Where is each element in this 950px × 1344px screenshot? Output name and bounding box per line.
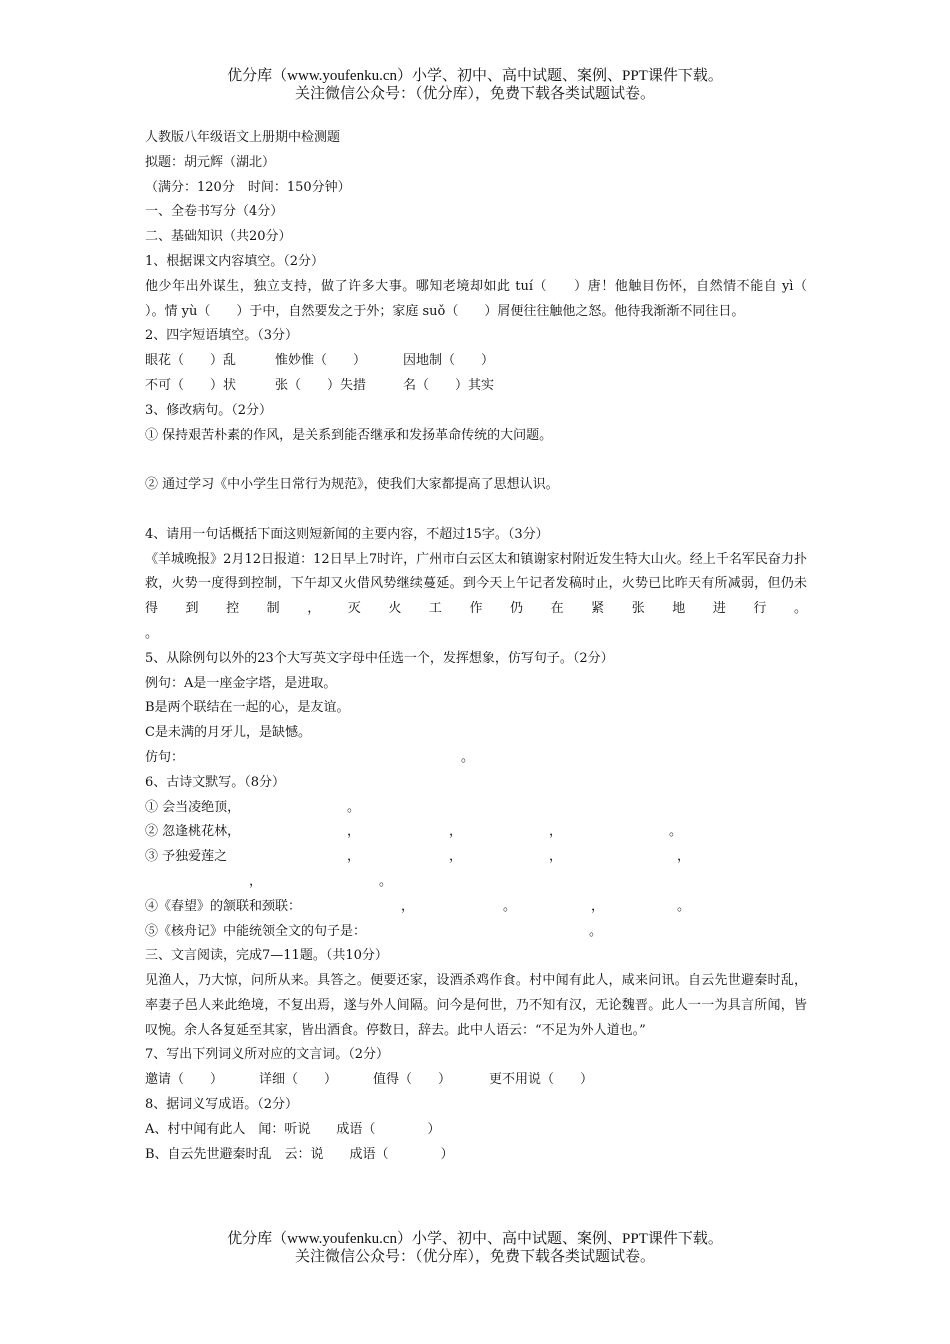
exam-author: 拟题：胡元辉（湖北） — [145, 154, 276, 170]
q4-end: 。 — [145, 625, 159, 641]
q6-prompt: ⑤《核舟记》中能统领全文的句子是： — [145, 923, 367, 939]
q2-row-1 — [145, 349, 807, 374]
q3-title: 3、修改病句。（2分） — [145, 402, 273, 418]
q6-prompt: ③ 予独爱莲之 — [145, 849, 228, 865]
q6-punct: ， — [549, 824, 563, 840]
footer-line-2: 关注微信公众号：（优分库），免费下载各类试题试卷。 — [294, 1249, 655, 1265]
q6-punct: ， — [249, 873, 263, 889]
q7-items — [145, 1068, 807, 1093]
q6-punct: 。 — [677, 898, 691, 914]
exam-title: 人教版八年级语文上册期中检测题 — [145, 130, 341, 145]
q6-line-2 — [145, 820, 807, 845]
page-footer — [0, 1230, 950, 1266]
q2-item: 惟妙惟（ ） — [275, 353, 367, 369]
q6-punct: ， — [677, 849, 691, 865]
q6-punct: 。 — [347, 799, 361, 815]
exam-score-time: （满分：120分 时间：150分钟） — [145, 179, 351, 195]
q1-text: 他少年出外谋生，独立支持，做了许多大事。哪知老境却如此 tuí（ ）唐！他触目伤怀，自然情不能自 yì（ ）。情 yù（ ）于中，自然要发之于外；家庭 suǒ（ ）屑便往往触他之怒。他待我渐渐不同往日。 — [145, 278, 834, 319]
q4-news-text: 《羊城晚报》2月12日报道：12日早上7时许，广州市白云区太和镇谢家村附近发生特大山火。经上千名军民奋力扑救，火势一度得到控制，下午却又火借风势继续蔓延。到今天上午记者发稿时止，火势已比昨天有所减弱，但仍未得到控制，灭火工作仍在紧张地进行。 — [145, 551, 807, 617]
q5-imitate — [145, 746, 807, 771]
q4-title: 4、请用一句话概括下面这则短新闻的主要内容，不超过15字。（3分） — [145, 526, 549, 542]
q7-item: 值得（ ） — [373, 1072, 452, 1088]
footer-line-1: 优分库（www.youfenku.cn）小学、初中、高中试题、案例、PPT课件下载。 — [227, 1231, 723, 1247]
q5-example-1: 例句：A是一座金字塔，是进取。 — [145, 675, 337, 691]
q6-punct: 。 — [669, 824, 683, 840]
q6-prompt: ① 会当凌绝顶， — [145, 799, 241, 815]
section-2-heading: 二、基础知识（共20分） — [145, 229, 292, 245]
q5-example-2: B是两个联结在一起的心，是友谊。 — [145, 700, 350, 716]
page-header — [0, 67, 950, 103]
q7-title: 7、写出下列词义所对应的文言词。（2分） — [145, 1047, 390, 1063]
q6-punct: ， — [549, 849, 563, 865]
q5-title: 5、从除例句以外的23个大写英文字母中任选一个，发挥想象，仿写句子。（2分） — [145, 650, 614, 666]
q2-title: 2、四字短语填空。（3分） — [145, 328, 299, 344]
q8-item-a: A、村中闻有此人 闻：听说 成语（ ） — [145, 1121, 441, 1137]
q2-item: 名（ ）其实 — [403, 377, 495, 393]
header-line-1: 优分库（www.youfenku.cn）小学、初中、高中试题、案例、PPT课件下载。 — [227, 68, 723, 84]
section-3-heading: 三、文言阅读，完成7—11题。（共10分） — [145, 948, 388, 964]
q3-sentence-2: ② 通过学习《中小学生日常行为规范》，使我们大家都提高了思想认识。 — [145, 477, 559, 493]
section-1-heading: 一、全卷书写分（4分） — [145, 204, 284, 220]
q7-item: 详细（ ） — [259, 1072, 338, 1088]
classical-passage: 见渔人，乃大惊，问所从来。具答之。便要还家，设酒杀鸡作食。村中闻有此人，咸来问讯。自云先世避秦时乱，率妻子邑人来此绝境，不复出焉，遂与外人间隔。问今是何世，乃不知有汉，无论魏晋。此人一一为具言所闻，皆叹惋。余人各复延至其家，皆出酒食。停数日，辞去。此中人语云：“不足为外人道也。” — [145, 973, 807, 1038]
q2-item: 不可（ ）状 — [145, 377, 237, 393]
q8-item-b: B、自云先世避秦时乱 云：说 成语（ ） — [145, 1146, 454, 1162]
q6-punct: ， — [449, 824, 463, 840]
q7-item: 邀请（ ） — [145, 1072, 224, 1088]
q6-line-5 — [145, 920, 807, 945]
q6-line-4 — [145, 895, 807, 920]
q5-example-3: C是未满的月牙儿，是缺憾。 — [145, 725, 311, 741]
q1-title: 1、根据课文内容填空。（2分） — [145, 253, 325, 269]
q5-period: 。 — [461, 749, 475, 765]
q6-punct: ， — [401, 898, 415, 914]
q6-punct: ， — [449, 849, 463, 865]
q6-line-3-cont — [145, 870, 807, 895]
exam-content — [145, 126, 834, 1167]
q2-item: 眼花（ ）乱 — [145, 353, 237, 369]
q6-punct: ， — [347, 849, 361, 865]
q6-punct: 。 — [379, 873, 393, 889]
q7-item: 更不用说（ ） — [489, 1072, 594, 1088]
q6-punct: 。 — [589, 923, 603, 939]
q6-punct: ， — [591, 898, 605, 914]
q2-item: 因地制（ ） — [403, 353, 495, 369]
q6-punct: 。 — [503, 898, 517, 914]
q6-title: 6、古诗文默写。（8分） — [145, 774, 286, 790]
header-line-2: 关注微信公众号：（优分库），免费下载各类试题试卷。 — [294, 86, 655, 102]
q6-line-1 — [145, 796, 807, 821]
q6-line-3 — [145, 845, 807, 870]
q2-row-2 — [145, 374, 807, 399]
q3-sentence-1: ① 保持艰苦朴素的作风，是关系到能否继承和发扬革命传统的大问题。 — [145, 427, 553, 443]
q8-title: 8、据词义写成语。（2分） — [145, 1097, 299, 1113]
q2-item: 张（ ）失措 — [275, 377, 367, 393]
q5-imitate-label: 仿句： — [145, 749, 185, 765]
q6-prompt: ② 忽逢桃花林， — [145, 824, 241, 840]
q6-prompt: ④《春望》的颔联和颈联： — [145, 898, 302, 914]
q6-punct: ， — [347, 824, 361, 840]
